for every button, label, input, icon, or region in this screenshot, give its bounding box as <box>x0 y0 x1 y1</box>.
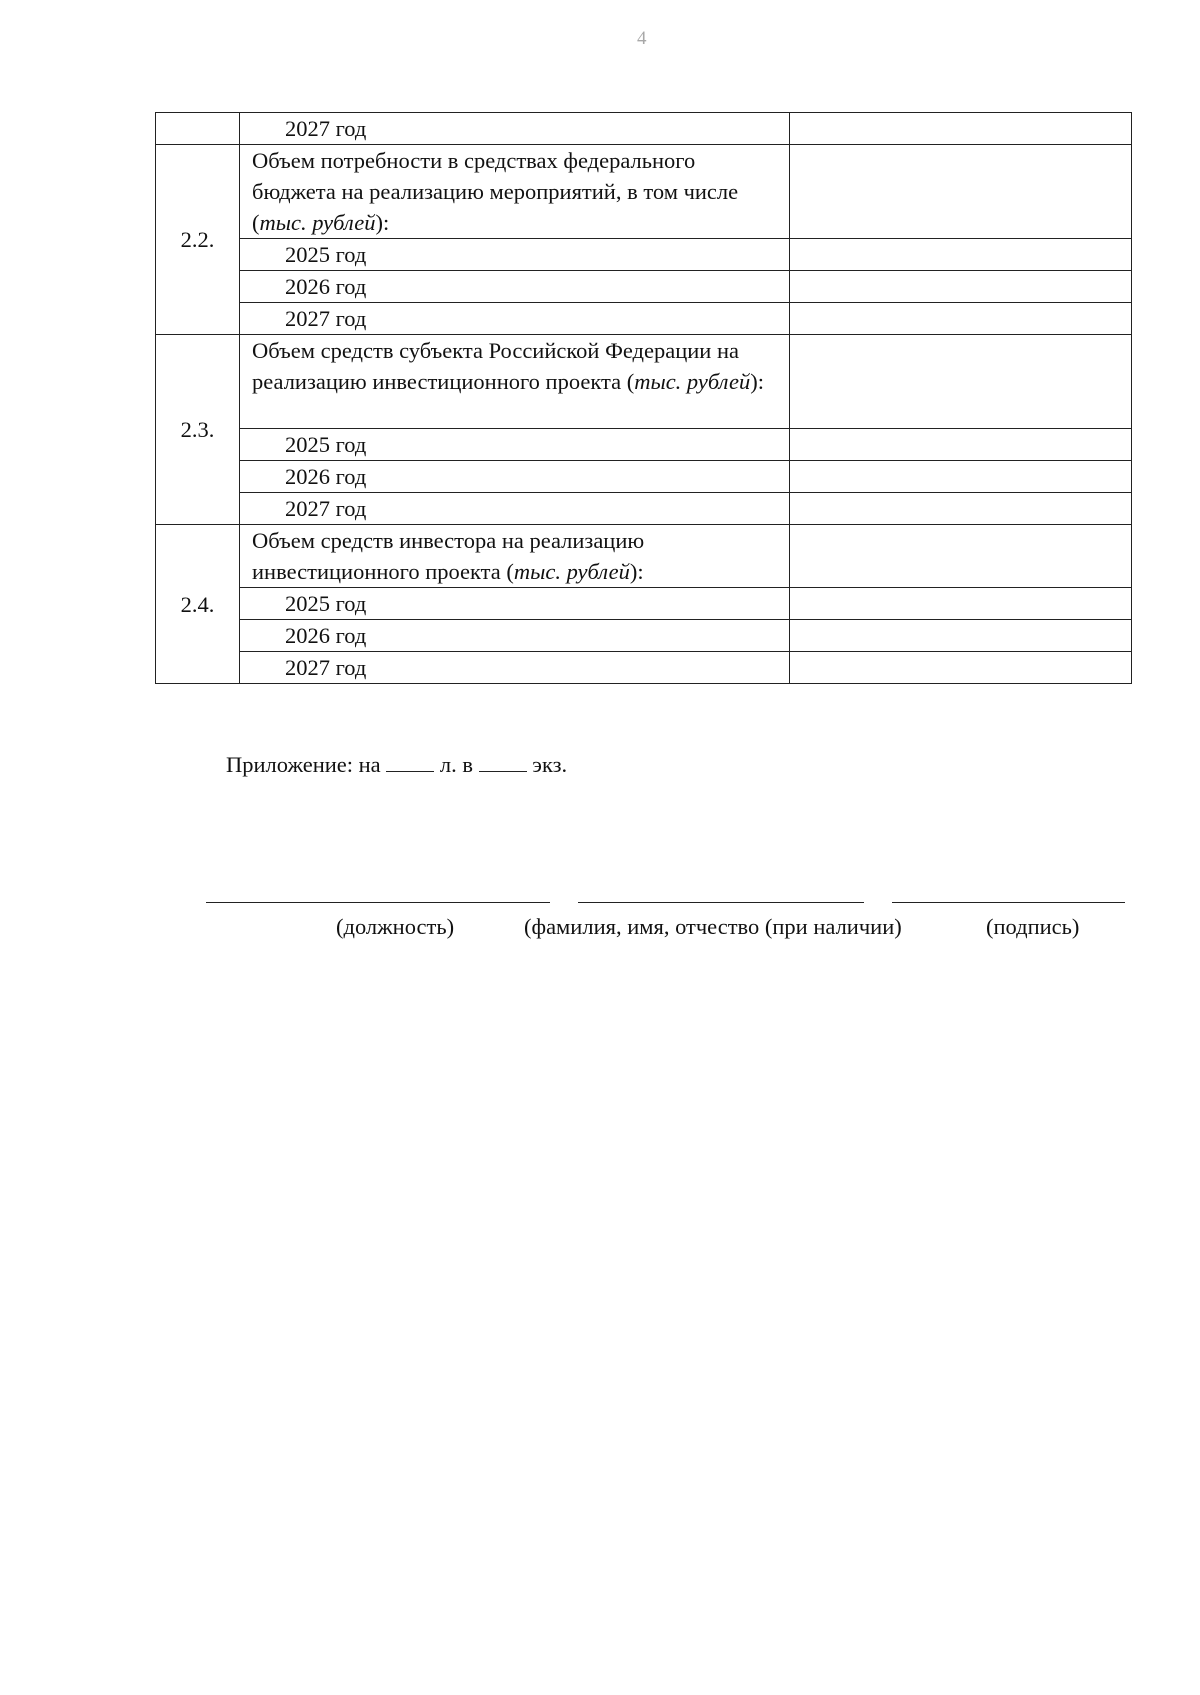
appendix-prefix: Приложение: на <box>226 752 381 777</box>
value-cell <box>790 493 1132 525</box>
row-description: Объем средств инвестора на реализацию инвестиционного проекта (тыс. рублей): <box>240 525 790 588</box>
table-row <box>156 113 1132 145</box>
year-label: 2025 год <box>240 239 790 271</box>
value-cell <box>790 429 1132 461</box>
year-label: 2026 год <box>240 271 790 303</box>
table-row <box>156 303 1132 335</box>
year-label: 2027 год <box>240 493 790 525</box>
year-label: 2026 год <box>240 620 790 652</box>
value-cell <box>790 525 1132 588</box>
value-cell <box>790 239 1132 271</box>
table-row <box>156 271 1132 303</box>
value-cell <box>790 335 1132 429</box>
year-label: 2027 год <box>240 113 790 145</box>
year-label: 2027 год <box>240 652 790 684</box>
table-row <box>156 652 1132 684</box>
row-number: 2.4. <box>156 525 240 684</box>
table-row <box>156 239 1132 271</box>
year-label: 2026 год <box>240 461 790 493</box>
row-number: 2.3. <box>156 335 240 525</box>
name-label: (фамилия, имя, отчество (при наличии) <box>524 914 902 939</box>
year-label: 2025 год <box>240 588 790 620</box>
row-description: Объем потребности в средствах федерального бюджета на реализацию мероприятий, в том числе (тыс. рублей): <box>240 145 790 239</box>
year-label: 2025 год <box>240 429 790 461</box>
sheets-count-blank <box>386 753 434 772</box>
row-description: Объем средств субъекта Российской Федерации на реализацию инвестиционного проекта (тыс. рублей): <box>240 335 790 429</box>
table-row <box>156 493 1132 525</box>
table-row <box>156 145 1132 239</box>
position-label: (должность) <box>336 914 455 939</box>
appendix-suffix: экз. <box>532 752 568 777</box>
investment-table <box>155 112 1132 684</box>
value-cell <box>790 145 1132 239</box>
position-line <box>206 902 550 903</box>
value-cell <box>790 652 1132 684</box>
value-cell <box>790 461 1132 493</box>
table-row <box>156 461 1132 493</box>
table-row <box>156 335 1132 429</box>
row-number-cell <box>156 113 240 145</box>
table-row <box>156 429 1132 461</box>
table-row <box>156 588 1132 620</box>
value-cell <box>790 620 1132 652</box>
table-row <box>156 620 1132 652</box>
value-cell <box>790 588 1132 620</box>
page-number: 4 <box>637 28 647 49</box>
value-cell <box>790 113 1132 145</box>
copies-count-blank <box>479 753 527 772</box>
year-label: 2027 год <box>240 303 790 335</box>
appendix-line <box>226 752 567 778</box>
signature-label: (подпись) <box>986 914 1080 939</box>
appendix-middle: л. в <box>439 752 474 777</box>
row-number: 2.2. <box>156 145 240 335</box>
name-line <box>578 902 864 903</box>
table-row <box>156 525 1132 588</box>
value-cell <box>790 271 1132 303</box>
signature-line <box>892 902 1125 903</box>
value-cell <box>790 303 1132 335</box>
